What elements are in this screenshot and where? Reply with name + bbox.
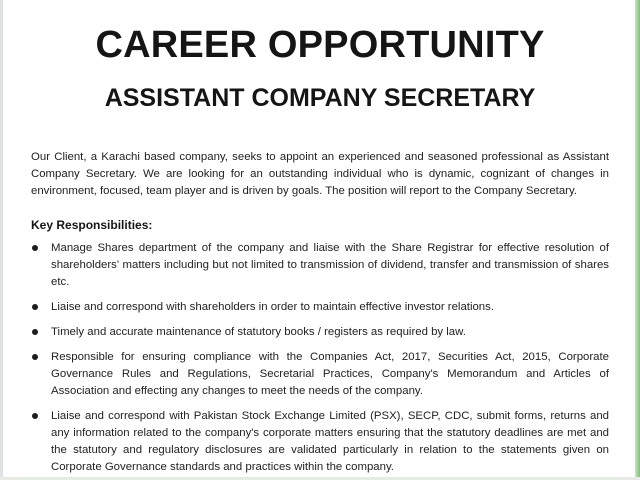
responsibility-item [31,349,609,400]
responsibilities-list [31,240,609,480]
responsibility-text: Liaise and correspond with shareholders in order to maintain effective investor relations. [51,301,494,313]
ad-headline: CAREER OPPORTUNITY [95,24,545,66]
responsibility-text: Liaise and correspond with Pakistan Stock Exchange Limited (PSX), SECP, CDC, submit forms, returns and any information related to the company's corporate matters ensuring that the statutory deadlines are met and the statutory and regulatory disclosures are validated particularly in relation to the statements given on Corporate Governance standards and practices within the company. [51,410,609,473]
responsibility-item [31,240,609,291]
bullet-icon [32,304,38,310]
bullet-icon [32,354,38,360]
left-border [0,0,3,480]
responsibilities-heading: Key Responsibilities: [31,218,153,232]
responsibility-item [31,408,609,476]
right-border [635,0,640,480]
bullet-icon [32,245,38,251]
bullet-icon [32,413,38,419]
responsibility-text: Manage Shares department of the company and liaise with the Share Registrar for effective resolution of shareholders' matters including but not limited to transmission of dividend, transfer and transmission of shares etc. [51,242,609,288]
job-title: ASSISTANT COMPANY SECRETARY [104,84,536,112]
responsibility-item [31,299,609,316]
responsibility-text: Timely and accurate maintenance of statutory books / registers as required by law. [51,326,466,338]
responsibility-text: Responsible for ensuring compliance with the Companies Act, 2017, Securities Act, 2015, Corporate Governance Rules and Regulations, Secretarial Practices, Company's Memorandum and Articles of Association and effecting any changes to meet the needs of the company. [51,351,609,397]
bullet-icon [32,329,38,335]
intro-paragraph: Our Client, a Karachi based company, seeks to appoint an experienced and seasoned professional as Assistant Company Secretary. We are looking for an outstanding individual who is dynamic, cognizant of changes in environment, focused, team player and is driven by goals. The position will report to the Company Secretary. [31,151,609,197]
responsibility-item [31,324,609,341]
